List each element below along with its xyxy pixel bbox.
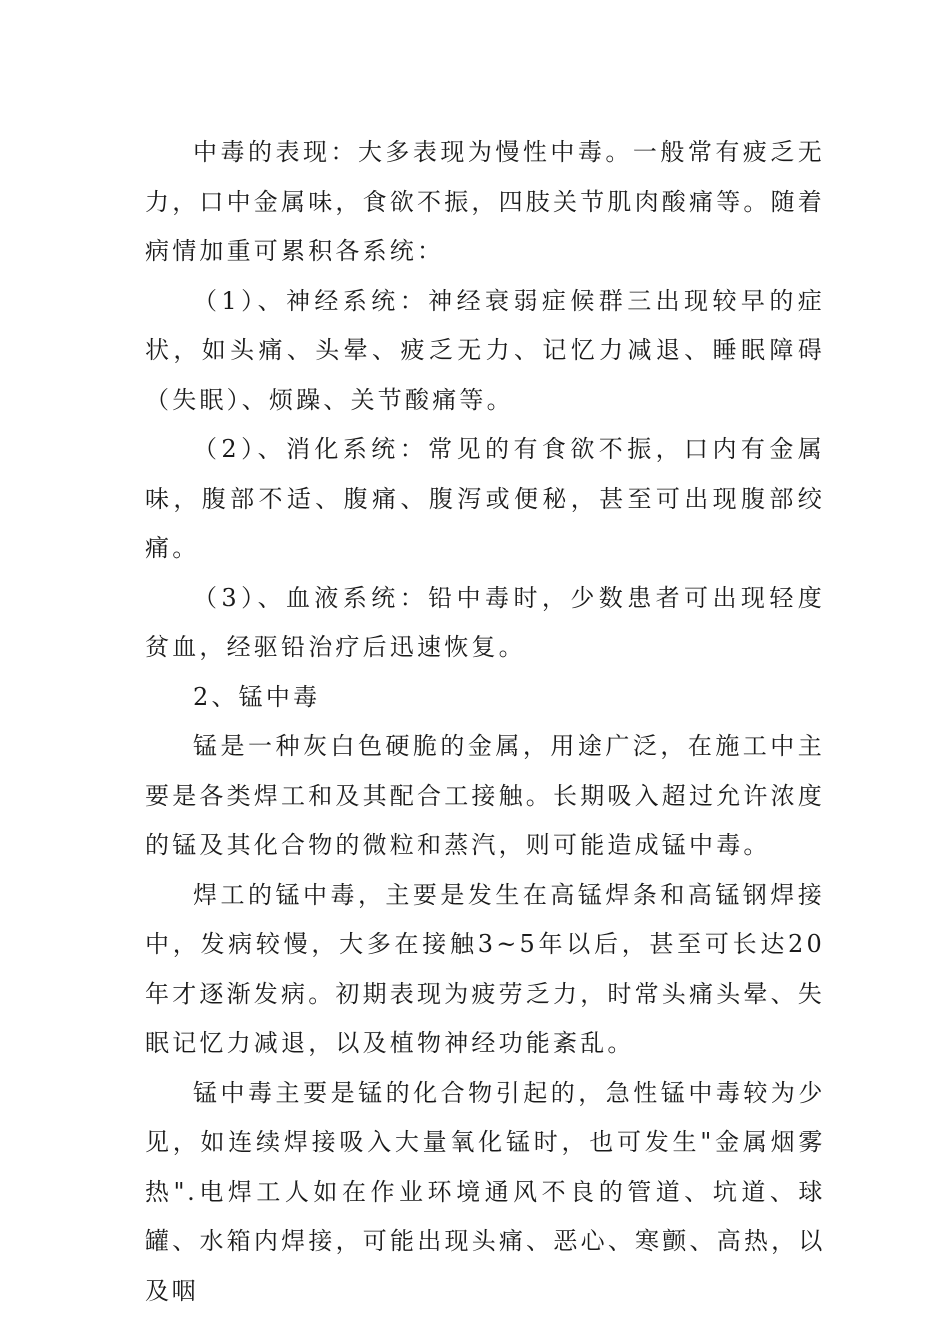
- paragraph-manganese-intro: 锰是一种灰白色硬脆的金属，用途广泛，在施工中主要是各类焊工和及其配合工接触。长期吸入超过允许浓度的锰及其化合物的微粒和蒸汽，则可能造成锰中毒。: [145, 732, 825, 859]
- paragraph-digestive-system: （2）、消化系统：常见的有食欲不振，口内有金属味，腹部不适、腹痛、腹泻或便秘，甚至可出现腹部绞痛。: [145, 435, 825, 562]
- paragraph-welder-manganese-poisoning: 焊工的锰中毒，主要是发生在高锰焊条和高锰钢焊接中，发病较慢，大多在接触3~5年以后，甚至可长达20年才逐渐发病。初期表现为疲劳乏力，时常头痛头晕、失眠记忆力减退，以及植物神经功能紊乱。: [145, 880, 825, 1057]
- paragraph-nervous-system: （1）、神经系统：神经衰弱症候群三出现较早的症状，如头痛、头晕、疲乏无力、记忆力减退、睡眠障碍（失眠）、烦躁、关节酸痛等。: [145, 286, 825, 414]
- paragraph-acute-manganese-poisoning: 锰中毒主要是锰的化合物引起的，急性锰中毒较为少见，如连续焊接吸入大量氧化锰时，也可发生"金属烟雾热".电焊工人如在作业环境通风不良的管道、坑道、球罐、水箱内焊接，可能出现头痛、恶心、寒颤、高热，以及咽: [145, 1078, 825, 1305]
- paragraph-blood-system: （3）、血液系统：铅中毒时，少数患者可出现轻度贫血，经驱铅治疗后迅速恢复。: [145, 583, 825, 661]
- document-body: [145, 128, 825, 1316]
- section-heading-manganese-poisoning: 2、锰中毒: [193, 682, 321, 711]
- paragraph-poisoning-symptoms: 中毒的表现：大多表现为慢性中毒。一般常有疲乏无力，口中金属味，食欲不振，四肢关节肌肉酸痛等。随着病情加重可累积各系统：: [145, 138, 825, 265]
